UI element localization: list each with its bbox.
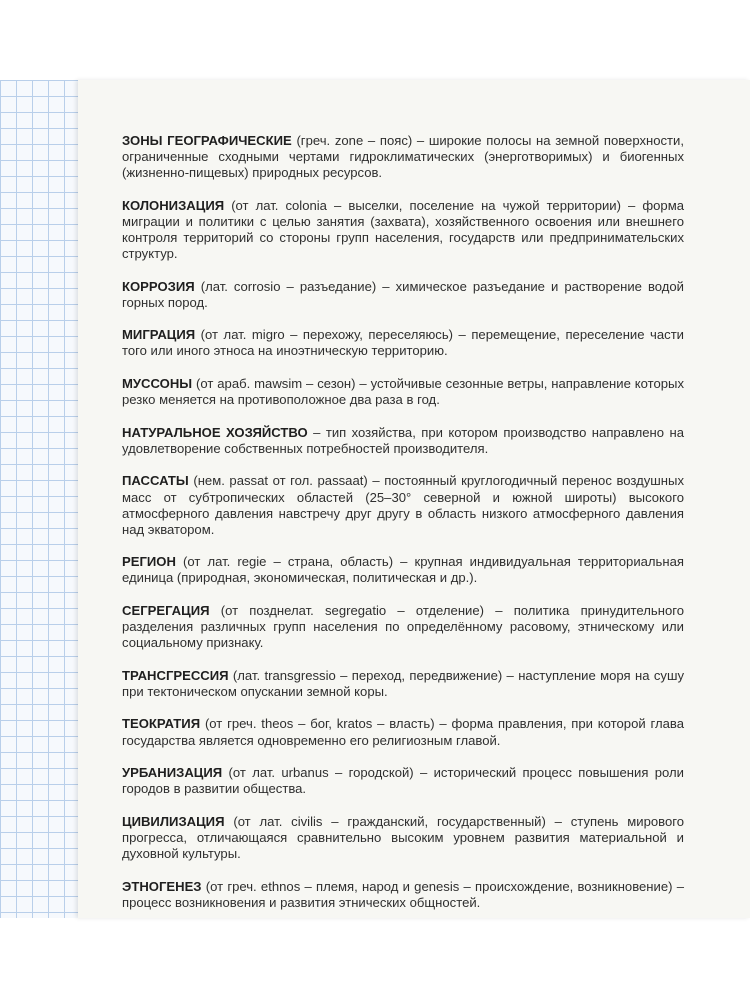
glossary-term: КОРРОЗИЯ <box>122 278 195 294</box>
glossary-entry <box>122 133 684 181</box>
glossary-entry <box>122 425 684 457</box>
glossary-term: ТЕОКРАТИЯ <box>122 716 201 732</box>
glossary-entry <box>122 879 684 911</box>
glossary-entry <box>122 554 684 586</box>
grid-paper-background <box>0 80 84 918</box>
glossary-term: МУССОНЫ <box>122 376 193 392</box>
glossary-term: ПАССАТЫ <box>122 473 189 489</box>
glossary-term: МИГРАЦИЯ <box>122 327 196 343</box>
book-page <box>78 80 750 918</box>
glossary-definition: (нем. passat от гол. passaat) – постоянный круглогодичный перенос воздушных масс от субтропических областей (25–30° северной и южной широты) высокого атмосферного давления навстречу друг другу в область низкого атмосферного давления над экватором. <box>122 473 684 537</box>
glossary-definition: (от лат. migro – перехожу, переселяюсь) – перемещение, переселение части того или иного этноса на иноэтническую территорию. <box>122 327 684 359</box>
glossary-definition: (от греч. ethnos – племя, народ и genesis – происхождение, возникновение) – процесс возникновения и развития этнических общностей. <box>122 878 684 910</box>
glossary-term: КОЛОНИЗАЦИЯ <box>122 197 225 213</box>
glossary-entry <box>122 668 684 700</box>
glossary-definition: (от араб. mawsim – сезон) – устойчивые сезонные ветры, направление которых резко меняется на противоположное два раза в год. <box>122 376 684 408</box>
glossary-entry <box>122 814 684 862</box>
glossary-term: ЦИВИЛИЗАЦИЯ <box>122 813 225 829</box>
glossary-entry <box>122 198 684 262</box>
glossary-entry <box>122 473 684 537</box>
glossary-definition: – тип хозяйства, при котором производство направлено на удовлетворение собственных потребностей производителя. <box>122 424 684 456</box>
glossary-entry <box>122 376 684 408</box>
glossary-entry <box>122 765 684 797</box>
glossary <box>122 133 684 927</box>
glossary-term: УРБАНИЗАЦИЯ <box>122 765 223 781</box>
glossary-definition: (от лат. regie – страна, область) – крупная индивидуальная территориальная единица (природная, экономическая, политическая и др.). <box>122 554 684 586</box>
glossary-definition: (лат. transgressio – переход, передвижение) – наступление моря на сушу при тектоническом опускании земной коры. <box>122 667 684 699</box>
glossary-definition: (от греч. theos – бог, kratos – власть) – форма правления, при которой глава государства является одновременно его религиозным главой. <box>122 716 684 748</box>
glossary-term: ЭТНОГЕНЕЗ <box>122 878 202 894</box>
glossary-definition: (от лат. colonia – выселки, поселение на чужой территории) – форма миграции и политики с целью занятия (захвата), хозяйственного освоения или внешнего контроля территорий со стороны групп населения, государств или предпринимательских структур. <box>122 197 684 262</box>
glossary-definition: (от лат. civilis – гражданский, государственный) – ступень мирового прогресса, отличающаяся сравнительно высоким уровнем развития материальной и духовной культуры. <box>122 813 684 861</box>
glossary-entry <box>122 279 684 311</box>
glossary-term: ТРАНСГРЕССИЯ <box>122 667 229 683</box>
glossary-entry <box>122 603 684 651</box>
glossary-entry <box>122 327 684 359</box>
glossary-term: РЕГИОН <box>122 554 176 570</box>
glossary-entry <box>122 716 684 748</box>
glossary-term: НАТУРАЛЬНОЕ ХОЗЯЙСТВО <box>122 424 308 440</box>
glossary-definition: (лат. corrosio – разъедание) – химическое разъедание и растворение водой горных пород. <box>122 278 684 310</box>
glossary-term: СЕГРЕГАЦИЯ <box>122 602 210 618</box>
glossary-definition: (от позднелат. segregatio – отделение) – политика принудительного разделения различных групп населения по определённому расовому, этническому или социальному признаку. <box>122 602 684 651</box>
glossary-term: ЗОНЫ ГЕОГРАФИЧЕСКИЕ <box>122 133 292 148</box>
glossary-definition: (греч. zone – пояс) – широкие полосы на земной поверхности, ограниченные сходными чертами гидроклиматических (энерготворимых) и биогенных (жизненно-пищевых) природных ресурсов. <box>122 133 685 181</box>
glossary-definition: (от лат. urbanus – городской) – исторический процесс повышения роли городов в развитии общества. <box>122 765 684 797</box>
